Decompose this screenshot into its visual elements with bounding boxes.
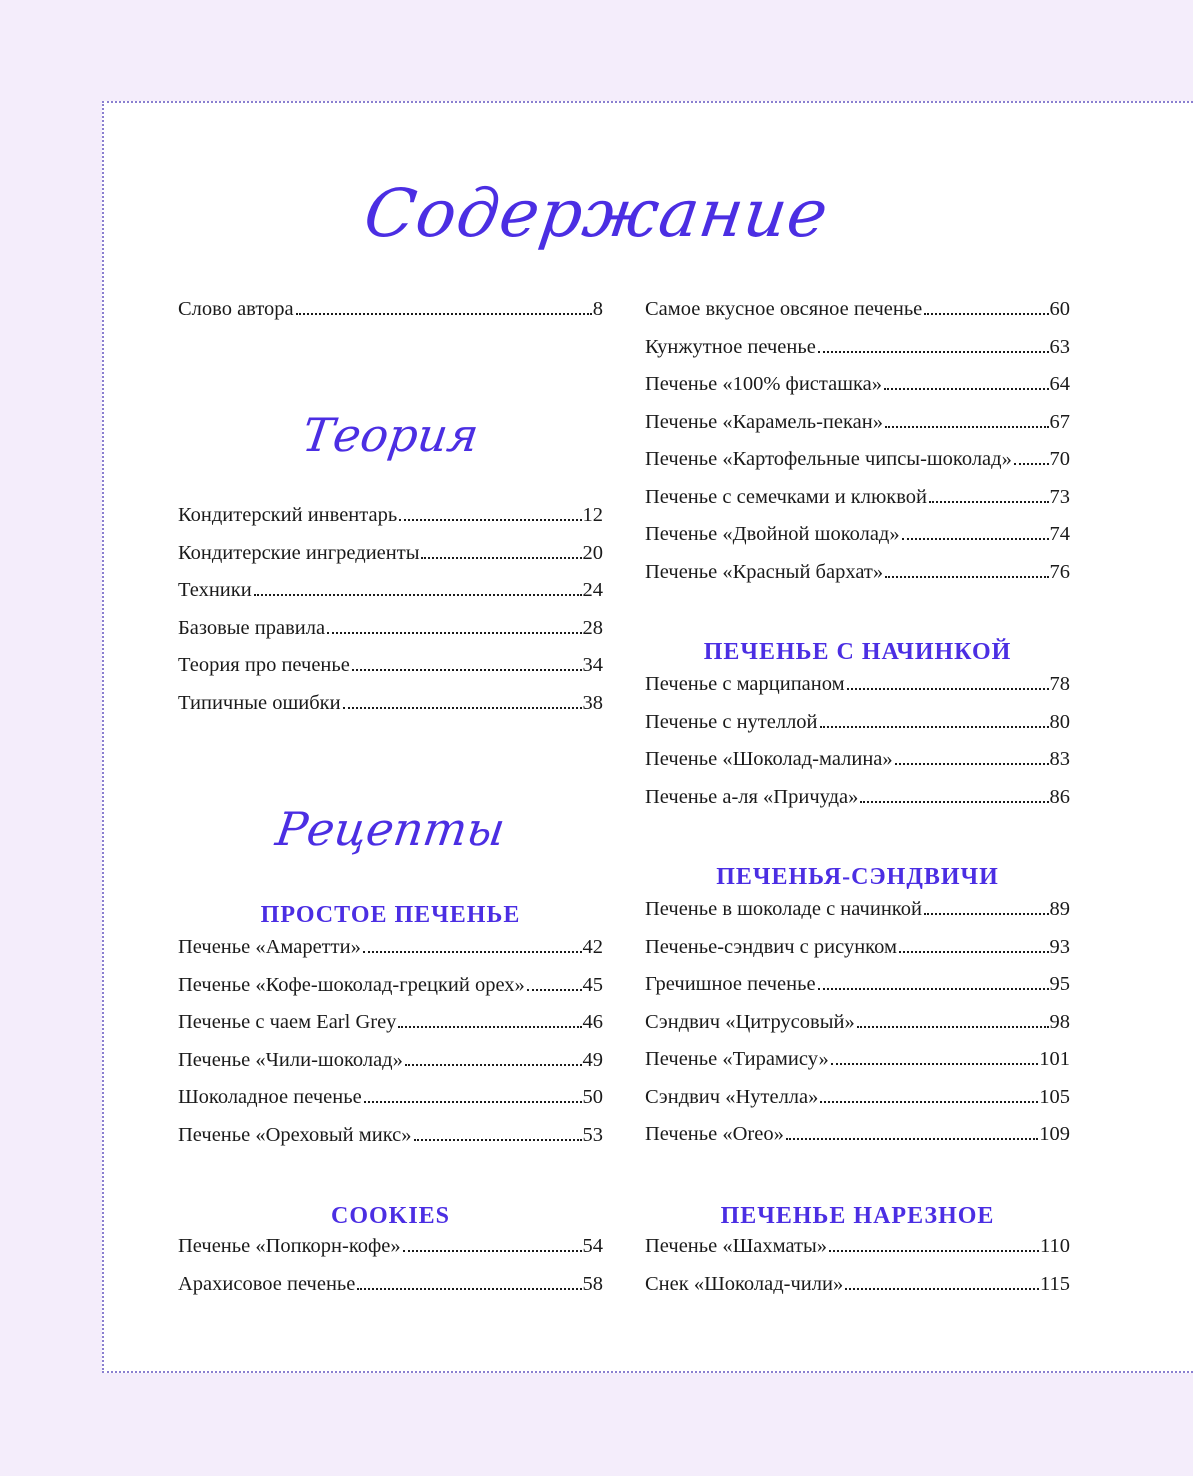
entry-title: Техники [178,579,252,601]
entry-title: Печенье «Тирамису» [645,1048,829,1070]
toc-entry[interactable] [645,786,1070,824]
entry-title: Сэндвич «Нутелла» [645,1085,819,1108]
toc-entry[interactable] [178,579,603,617]
leader-dots [352,668,582,671]
leader-dots [364,1100,582,1103]
leader-dots [884,387,1049,390]
toc-entry[interactable] [645,973,1070,1011]
leader-dots [885,425,1049,428]
entry-page: 115 [1040,1272,1070,1295]
leader-dots [403,1249,582,1252]
toc-entry[interactable] [645,486,1070,524]
entry-page: 74 [1049,523,1070,545]
toc-entry[interactable] [178,504,603,542]
toc-entry[interactable] [178,1235,603,1273]
entry-page: 109 [1039,1123,1070,1145]
leader-dots [929,500,1048,503]
toc-entry[interactable] [645,711,1070,749]
entry-title: Печенье-сэндвич с рисунком [645,935,897,958]
entry-page: 64 [1049,373,1070,395]
entry-title: Печенье «Двойной шоколад» [645,523,900,545]
simple-cookies-list [178,936,603,1161]
leader-dots [885,575,1048,578]
entry-page: 110 [1040,1235,1070,1257]
entry-page: 38 [582,691,603,714]
entry-page: 24 [582,579,603,601]
entry-page: 98 [1049,1010,1070,1033]
entry-page: 101 [1039,1048,1070,1070]
entry-page: 46 [582,1011,603,1033]
section-heading-cookies: COOKIES [330,1203,451,1229]
toc-entry[interactable] [645,1235,1070,1273]
leader-dots [847,687,1049,690]
entry-page: 20 [582,541,603,564]
entry-page: 83 [1049,748,1070,770]
toc-entry[interactable] [645,411,1070,449]
entry-title: Печенье а-ля «Причуда» [645,785,859,808]
leader-dots [860,800,1048,803]
entry-title: Слово автора [178,298,294,320]
toc-entry[interactable] [645,1048,1070,1086]
theory-list [178,504,603,729]
entry-title: Печенье «Шахматы» [645,1235,828,1257]
entry-page: 28 [582,616,603,639]
entry-title: Печенье «Oreo» [645,1123,784,1145]
leader-dots [895,762,1049,765]
toc-entry[interactable] [645,523,1070,561]
entry-page: 60 [1049,298,1070,320]
entry-page: 95 [1049,973,1070,995]
entry-title: Шоколадное печенье [178,1086,362,1108]
leader-dots [399,518,581,521]
entry-page: 93 [1049,935,1070,958]
entry-page: 8 [592,298,603,320]
toc-entry[interactable] [178,1011,603,1049]
leader-dots [902,537,1049,540]
entry-page: 49 [582,1048,603,1071]
leader-dots [818,350,1049,353]
sandwich-cookies-list [645,898,1070,1161]
entry-page: 73 [1049,485,1070,508]
toc-entry[interactable] [178,298,603,336]
entry-title: Теория про печенье [178,654,350,676]
toc-title: Содержание [359,175,834,252]
entry-page: 42 [582,936,603,958]
toc-entry[interactable] [178,974,603,1012]
leader-dots [363,950,582,953]
toc-entry[interactable] [645,448,1070,486]
entry-title: Печенье «Ореховый микс» [178,1123,412,1146]
entry-title: Печенье в шоколаде с начинкой [645,898,922,920]
toc-entry[interactable] [645,748,1070,786]
section-heading-filled: ПЕЧЕНЬЕ С НАЧИНКОЙ [703,639,1012,665]
entry-title: Печенье «Чили-шоколад» [178,1048,403,1071]
sliced-cookies-list [645,1235,1070,1310]
toc-entry[interactable] [178,1086,603,1124]
entry-page: 50 [582,1086,603,1108]
entry-page: 53 [582,1123,603,1146]
entry-page: 54 [582,1235,603,1257]
leader-dots [357,1287,581,1290]
leader-dots [398,1025,581,1028]
author-list [178,298,603,336]
entry-title: Печенье «Кофе-шоколад-грецкий орех» [178,973,525,996]
toc-entry[interactable] [645,561,1070,599]
leader-dots [343,706,582,709]
recipes-heading: Рецепты [272,802,509,856]
leader-dots [899,950,1049,953]
entry-title: Печенье «Красный бархат» [645,560,884,583]
entry-page: 80 [1049,710,1070,733]
entry-title: Печенье «Амаретти» [178,936,361,958]
entry-title: Типичные ошибки [178,691,341,714]
entry-title: Базовые правила [178,616,326,639]
filled-cookies-list [645,673,1070,823]
section-heading-sandwich: ПЕЧЕНЬЯ-СЭНДВИЧИ [716,864,999,890]
leader-dots [829,1249,1039,1252]
toc-entry[interactable] [645,298,1070,336]
toc-entry[interactable] [178,654,603,692]
leader-dots [831,1062,1039,1065]
entry-title: Печенье с нутеллой [645,710,818,733]
entry-page: 67 [1049,410,1070,433]
entry-title: Арахисовое печенье [178,1272,356,1295]
toc-entry[interactable] [178,936,603,974]
entry-page: 70 [1049,448,1070,470]
entry-page: 45 [582,973,603,996]
entry-page: 58 [582,1272,603,1295]
leader-dots [924,312,1048,315]
toc-entry[interactable] [645,373,1070,411]
toc-entry[interactable] [645,336,1070,374]
entry-title: Гречишное печенье [645,973,816,995]
entry-title: Печенье «Карамель-пекан» [645,410,883,433]
toc-entry[interactable] [645,1123,1070,1161]
entry-page: 76 [1049,560,1070,583]
entry-page: 86 [1049,785,1070,808]
toc-entry[interactable] [178,542,603,580]
leader-dots [405,1063,582,1066]
entry-title: Снек «Шоколад-чили» [645,1272,844,1295]
cookies-list-left [178,1235,603,1310]
toc-entry[interactable] [645,936,1070,974]
leader-dots [820,1100,1038,1103]
section-heading-simple: ПРОСТОЕ ПЕЧЕНЬЕ [260,902,521,928]
entry-title: Кондитерский инвентарь [178,504,398,526]
toc-entry[interactable] [645,1273,1070,1311]
toc-entry[interactable] [178,1124,603,1162]
entry-title: Кондитерские ингредиенты [178,541,420,564]
entry-page: 78 [1049,673,1070,695]
leader-dots [786,1137,1038,1140]
entry-page: 12 [582,504,603,526]
leader-dots [818,987,1049,990]
entry-page: 89 [1049,898,1070,920]
toc-entry[interactable] [645,898,1070,936]
entry-title: Печенье «Шоколад-малина» [645,748,893,770]
leader-dots [421,556,581,559]
entry-title: Печенье с семечками и клюквой [645,485,928,508]
toc-entry[interactable] [178,1049,603,1087]
entry-title: Печенье с чаем Earl Grey [178,1011,397,1033]
theory-heading: Теория [299,408,482,462]
toc-entry[interactable] [645,673,1070,711]
leader-dots [924,912,1049,915]
leader-dots [327,631,581,634]
leader-dots [527,988,582,991]
cookies-list-right [645,298,1070,598]
entry-page: 63 [1049,335,1070,358]
entry-title: Самое вкусное овсяное печенье [645,298,923,320]
toc-entry[interactable] [645,1011,1070,1049]
entry-title: Кунжутное печенье [645,335,816,358]
entry-title: Печенье «100% фисташка» [645,373,882,395]
entry-page: 105 [1039,1085,1070,1108]
toc-entry[interactable] [178,617,603,655]
entry-title: Печенье с марципаном [645,673,845,695]
leader-dots [296,312,592,315]
leader-dots [1014,462,1049,465]
entry-page: 34 [582,654,603,676]
entry-title: Сэндвич «Цитрусовый» [645,1010,855,1033]
toc-entry[interactable] [178,1273,603,1311]
entry-title: Печенье «Картофельные чипсы-шоколад» [645,448,1012,470]
leader-dots [820,725,1049,728]
entry-title: Печенье «Попкорн-кофе» [178,1235,401,1257]
toc-entry[interactable] [178,692,603,730]
leader-dots [254,593,582,596]
leader-dots [845,1287,1039,1290]
leader-dots [414,1138,582,1141]
section-heading-sliced: ПЕЧЕНЬЕ НАРЕЗНОЕ [720,1203,995,1229]
leader-dots [857,1025,1049,1028]
toc-entry[interactable] [645,1086,1070,1124]
